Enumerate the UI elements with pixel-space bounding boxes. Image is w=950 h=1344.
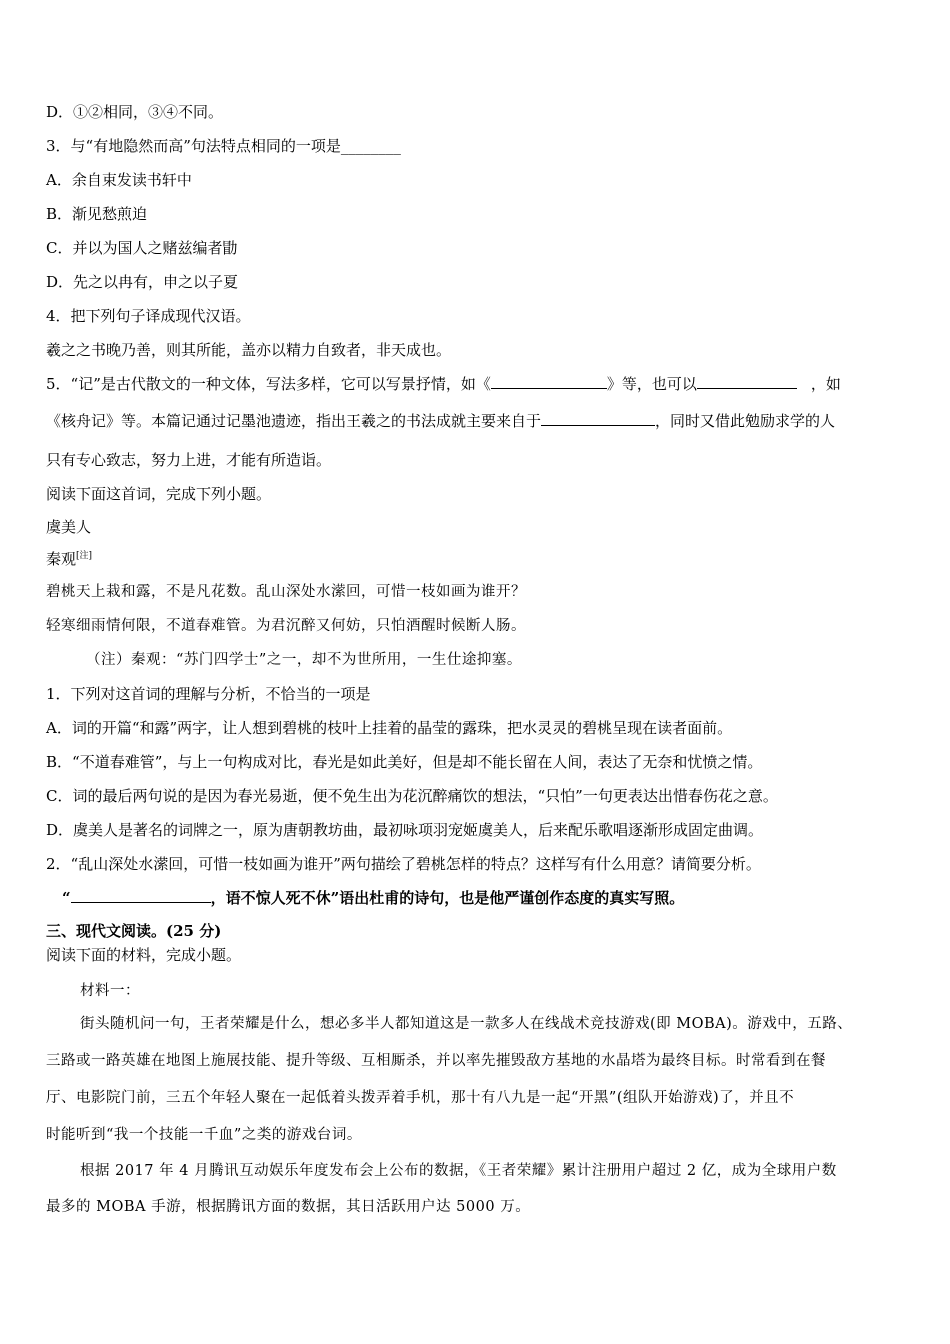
- material-1-p2-line-2: 最多的 MOBA 手游，根据腾讯方面的数据，其日活跃用户达 5000 万。: [46, 1199, 531, 1215]
- section-3-intro: 阅读下面的材料，完成小题。: [46, 946, 242, 964]
- q5-text-1b: 》等，也可以: [606, 375, 697, 393]
- fill-blank-question: [62, 887, 910, 909]
- poem-author-name: 秦观: [46, 550, 77, 568]
- poem-q1-option-c: C．词的最后两句说的是因为春光易逝，便不免生出为花沉醉痛饮的想法，“只怕”一句更表达出惜春伤花之意。: [46, 787, 778, 805]
- poem-q1-option-a: A．词的开篇“和露”两字，让人想到碧桃的枝叶上挂着的晶莹的露珠，把水灵灵的碧桃呈现在读者面前。: [46, 719, 733, 737]
- q5-blank-1[interactable]: [491, 374, 607, 389]
- q5-line-1: [46, 373, 910, 395]
- q5-blank-2[interactable]: [697, 374, 797, 389]
- q5-text-2b: ，同时又借此勉励求学的人: [655, 412, 836, 430]
- q3-option-a: A．余自束发读书轩中: [46, 171, 192, 189]
- poem-intro: 阅读下面这首词，完成下列小题。: [46, 485, 272, 503]
- material-1-label: 材料一：: [80, 983, 140, 999]
- section-3-heading: 三、现代文阅读。(25 分): [46, 922, 222, 940]
- material-1-p1-line-1: 街头随机问一句，王者荣耀是什么，想必多半人都知道这是一款多人在线战术竞技游戏(即 MOBA)。游戏中，五路、: [80, 1016, 853, 1032]
- q5-line-2: [46, 410, 910, 432]
- q5-blank-3[interactable]: [541, 411, 655, 426]
- poem-q1-stem: 1．下列对这首词的理解与分析，不恰当的一项是: [46, 685, 371, 703]
- poem-verse-2: 轻寒细雨情何限，不道春难管。为君沉醉又何妨，只怕酒醒时候断人肠。: [46, 618, 526, 634]
- fill-blank-open-quote: “: [62, 889, 71, 907]
- poem-title: 虞美人: [46, 518, 92, 536]
- poem-author: [46, 548, 910, 570]
- poem-q1-option-d: D．虞美人是著名的词牌之一，原为唐朝教坊曲，最初咏项羽宠姬虞美人，后来配乐歌唱逐渐形成固定曲调。: [46, 821, 764, 839]
- poem-note: （注）秦观：“苏门四学士”之一，却不为世所用，一生仕途抑塞。: [86, 652, 522, 668]
- poem-verse-1: 碧桃天上栽和露，不是凡花数。乱山深处水潆回，可惜一枝如画为谁开？: [46, 584, 526, 600]
- q3-option-c: C．并以为国人之赌兹编者勖: [46, 239, 238, 257]
- poem-q2-stem: 2．“乱山深处水潆回，可惜一枝如画为谁开”两句描绘了碧桃怎样的特点？这样写有什么用意？请简要分析。: [46, 855, 761, 873]
- q5-text-1a: 5．“记”是古代散文的一种文体，写法多样，它可以写景抒情，如《: [46, 375, 491, 393]
- material-1-p1-line-4: 时能听到“我一个技能一千血”之类的游戏台词。: [46, 1127, 362, 1143]
- q2-option-d: D．①②相同，③④不同。: [46, 103, 224, 121]
- q3-option-d: D．先之以冉有，申之以子夏: [46, 273, 239, 291]
- fill-blank-answer[interactable]: [71, 888, 211, 903]
- poem-q1-option-b: B．“不道春难管”，与上一句构成对比，春光是如此美好，但是却不能长留在人间，表达了无奈和忧愤之情。: [46, 753, 763, 771]
- q3-stem: 3．与“有地隐然而高”句法特点相同的一项是________: [46, 137, 401, 155]
- q3-option-b: B．渐见愁煎迫: [46, 205, 148, 223]
- q4-stem: 4．把下列句子译成现代汉语。: [46, 307, 251, 325]
- q5-text-2a: 《核舟记》等。本篇记通过记墨池遗迹，指出王羲之的书法成就主要来自于: [46, 412, 542, 430]
- poem-author-note-mark: [注]: [76, 551, 93, 561]
- material-1-p1-line-3: 厅、电影院门前，三五个年轻人聚在一起低着头拨弄着手机，那十有八九是一起“开黑”(组队开始游戏)了，并且不: [46, 1090, 795, 1106]
- fill-blank-text: ，语不惊人死不休”语出杜甫的诗句，也是他严谨创作态度的真实写照。: [210, 889, 685, 907]
- q5-text-1c: ，如: [810, 375, 841, 393]
- material-1-p1-line-2: 三路或一路英雄在地图上施展技能、提升等级、互相厮杀，并以率先摧毁敌方基地的水晶塔为最终目标。时常看到在餐: [46, 1053, 826, 1069]
- q4-sentence: 羲之之书晚乃善，则其所能，盖亦以精力自致者，非天成也。: [46, 341, 452, 359]
- material-1-p2-line-1: 根据 2017 年 4 月腾讯互动娱乐年度发布会上公布的数据，《王者荣耀》累计注册用户超过 2 亿，成为全球用户数: [80, 1163, 837, 1179]
- q5-line-3: 只有专心致志，努力上进，才能有所造诣。: [46, 451, 332, 469]
